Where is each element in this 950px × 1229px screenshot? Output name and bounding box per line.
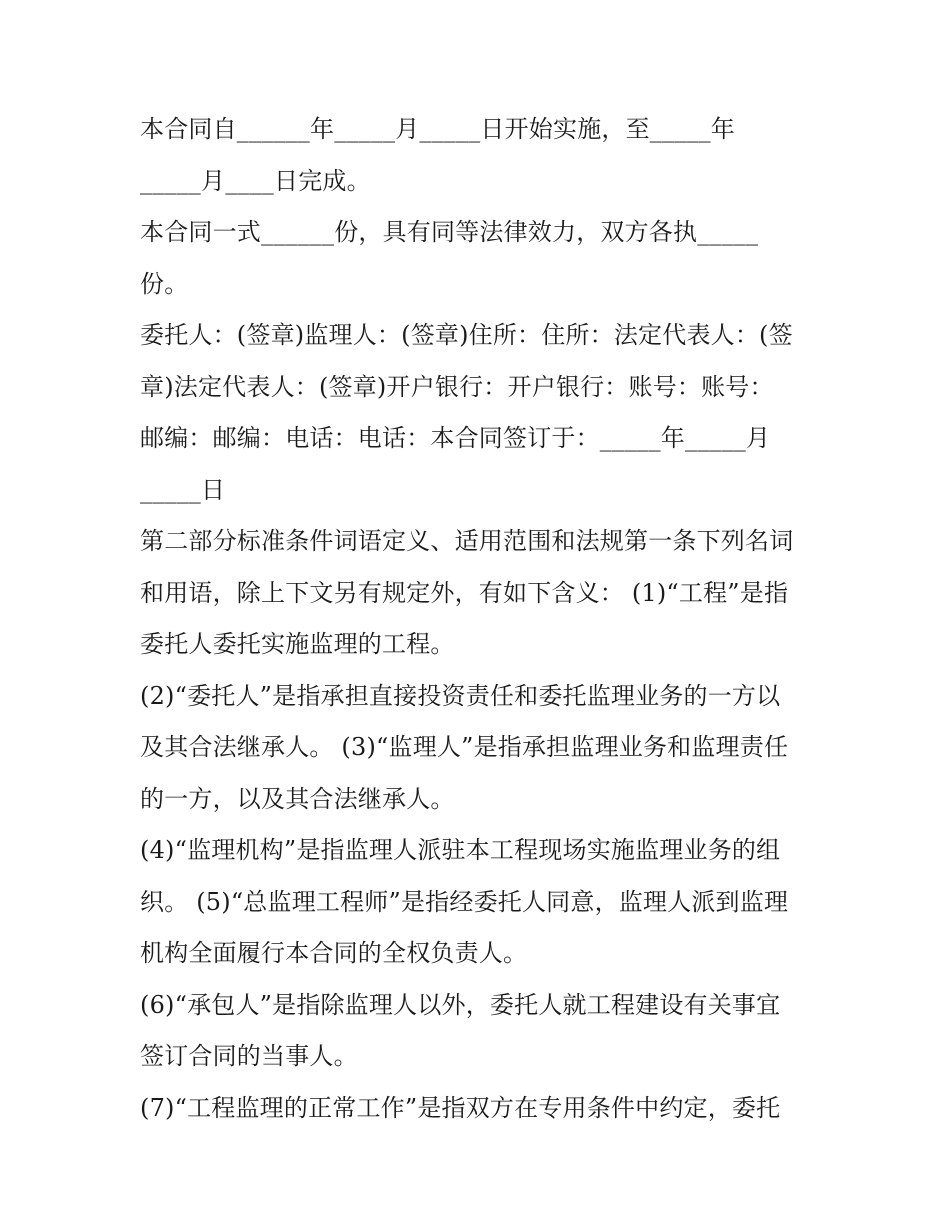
text-line: (2)“委托人”是指承担直接投资责任和委托监理业务的一方以 xyxy=(140,681,781,710)
text-line: 委托人：(签章)监理人：(签章)住所：住所：法定代表人：(签 xyxy=(140,321,793,349)
text-line: _____日 xyxy=(140,475,226,504)
text-line: 邮编：邮编：电话：电话：本合同签订于：_____年_____月 xyxy=(140,424,771,452)
text-line: 和用语，除上下文另有规定外，有如下含义： (1)“工程”是指 xyxy=(140,578,789,607)
text-line: 签订合同的当事人。 xyxy=(140,1042,358,1070)
text-line: (7)“工程监理的正常工作”是指双方在专用条件中约定，委托 xyxy=(140,1093,781,1122)
text-line: 机构全面履行本合同的全权负责人。 xyxy=(140,939,528,967)
text-line: 本合同自______年_____月_____日开始实施，至_____年 xyxy=(140,115,735,143)
text-line: 章)法定代表人：(签章)开户银行：开户银行：账号：账号： xyxy=(140,372,774,401)
text-line: 委托人委托实施监理的工程。 xyxy=(140,630,455,658)
text-line: 织。 (5)“总监理工程师”是指经委托人同意，监理人派到监理 xyxy=(140,887,789,916)
text-line: 本合同一式______份，具有同等法律效力，双方各执_____ xyxy=(140,218,759,246)
text-line: 及其合法继承人。 (3)“监理人”是指承担监理业务和监理责任 xyxy=(140,733,789,761)
text-line: 份。 xyxy=(140,269,189,298)
text-line: (4)“监理机构”是指监理人派驻本工程现场实施监理业务的组 xyxy=(140,836,781,864)
text-line: _____月____日完成。 xyxy=(140,166,371,195)
text-line: 第二部分标准条件词语定义、适用范围和法规第一条下列名词 xyxy=(140,527,794,555)
text-line: 的一方，以及其合法继承人。 xyxy=(140,784,455,813)
document-body xyxy=(140,104,820,1134)
text-line: (6)“承包人”是指除监理人以外，委托人就工程建设有关事宜 xyxy=(140,990,781,1019)
